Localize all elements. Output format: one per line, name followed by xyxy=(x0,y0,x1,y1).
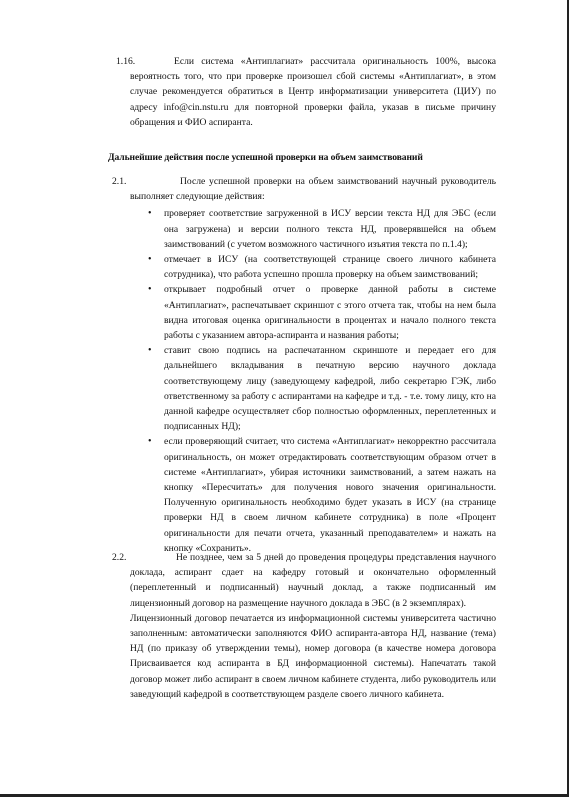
bullet-icon: • xyxy=(148,254,152,266)
list-item: • если проверяющий считает, что система «Антиплагиат» некорректно рассчитала оригинальность, он может отредактировать соответствующим образом отчет в системе «Антиплагиат», убирая источники заимствований, а затем нажать на кнопку «Пересчитать» для получения нового значения оригинальности. Полученную оригинальность необходимо будет указать в ИСУ (на странице проверки НД в своем личном кабинете сотрудника) в поле «Процент оригинальности для печати отчета, указанный преподавателем» и нажать на кнопку «Сохранить». xyxy=(148,436,496,554)
section-number: 1.16. xyxy=(116,56,136,67)
section-heading: Дальнейшие действия после успешной проверки на объем заимствований xyxy=(108,152,423,163)
bullet-icon: • xyxy=(148,208,152,220)
action-list xyxy=(148,206,496,556)
section-text-continued: Лицензионный договор печатается из информационной системы университета частично заполненным: автоматически заполняются ФИО аспиранта-автора НД, название (тема) НД (по приказу об утверждении темы), номер договора (в качестве номера договора Присваивается код аспиранта в БД информационной системы). Напечатать такой договор может либо аспирант в своем личном кабинете студента, либо руководитель или заведующий кафедрой в соответствующем разделе своего личного кабинета. xyxy=(130,612,496,700)
list-item: • отмечает в ИСУ (на соответствующей странице своего личного кабинета сотрудника), что работа успешно прошла проверку на объем заимствований; xyxy=(148,254,496,281)
section-number: 2.2. xyxy=(112,552,127,563)
bullet-icon: • xyxy=(148,345,152,357)
list-item: • ставит свою подпись на распечатанном скриншоте и передает его для дальнейшего вкладывания в печатную версию научного доклада соответствующему лицу (заведующему кафедрой, либо секретарю ГЭК, либо ответственному за работу с аспирантами на кафедре и т.д. - т.е. тому лицу, кто на данной кафедре осуществляет сбор полностью оформленных, переплетенных и подписанных НД); xyxy=(148,345,496,433)
section-intro: После успешной проверки на объем заимствований научный руководитель выполняет следующие действия: xyxy=(130,176,496,203)
section-text: Если система «Антиплагиат» рассчитала оригинальность 100%, высока вероятность того, что при проверке произошел сбой системы «Антиплагиат», в этом случае рекомендуется обратиться в Центр информатизации университета (ЦИУ) по адресу info@cin.nstu.ru для повторной проверки файла, указав в письме причину обращения и ФИО аспиранта. xyxy=(130,56,496,128)
section-1-16 xyxy=(116,54,496,130)
section-text: Не позднее, чем за 5 дней до проведения процедуры представления научного доклада, аспирант сдает на кафедру готовый и окончательно оформленный (переплетенный и подписанный) научный доклад, а также подписанный им лицензионный договор на размещение научного доклада в ЭБС (в 2 экземплярах). xyxy=(130,552,496,609)
bullet-icon: • xyxy=(148,436,152,448)
list-item: • проверяет соответствие загруженной в ИСУ версии текста НД для ЭБС (если она загружена) и версии полного текста НД, проверявшейся на объем заимствований (с учетом возможного частичного изъятия текста по п.1.4); xyxy=(148,208,496,250)
list-item: • открывает подробный отчет о проверке данной работы в системе «Антиплагиат», распечатывает скриншот с этого отчета так, чтобы на нем была видна итоговая оценка оригинальности в процентах и начало полного текста работы с указанием автора-аспиранта и названия работы; xyxy=(148,284,496,342)
section-2-1 xyxy=(112,174,496,556)
section-2-2 xyxy=(112,550,496,702)
section-number: 2.1. xyxy=(112,176,127,187)
bullet-icon: • xyxy=(148,284,152,296)
